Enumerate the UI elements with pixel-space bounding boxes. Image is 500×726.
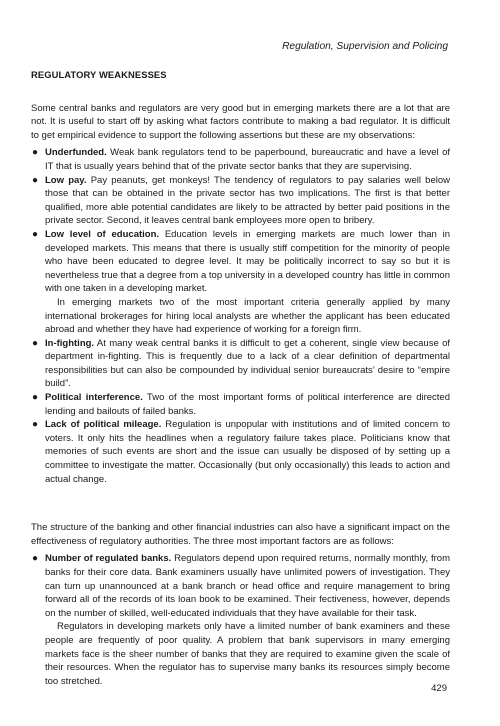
bullet-icon: ● <box>32 392 39 404</box>
list-item <box>31 337 450 391</box>
list-item-text: Education levels in emerging markets are much lower than in developed markets. This means that there is usually stiff competition for the minority of people who have been educated to degree level. It may be politically incorrect to say so but it is nevertheless true that a degree from a top university in a developed country has little in common with one taken in a developing market. <box>45 228 451 295</box>
list-item-text: Pay peanuts, get monkeys! The tendency of regulators to pay salaries well below those that can be obtained in the private sector has two implications. The first is that better qualified, more able potential candidates are likely to be attracted by better paid positions in the private sector. Second, it leaves central bank employees more open to bribery. <box>45 174 450 227</box>
list-item-text: At many weak central banks it is difficult to get a coherent, single view because of department in-fighting. This is frequently due to a lack of a clear definition of departmental responsibilities but can also be compounded by individual senior bureaucrats’ desire to “empire build”. <box>45 337 450 390</box>
factors-list <box>31 552 450 620</box>
running-head: Regulation, Supervision and Policing <box>282 41 448 52</box>
education-followup-paragraph: In emerging markets two of the most important criteria generally applied by many international brokerages for hiring local analysts are whether the applicant has been educated abroad and whether they have had experience of working for a foreign firm. <box>45 296 450 336</box>
list-item-term: Political interference. <box>45 392 143 404</box>
list-item <box>31 552 450 620</box>
list-item <box>31 228 450 296</box>
bullet-icon: ● <box>32 337 39 349</box>
list-item-text: Regulators depend upon required returns, normally monthly, from banks for their core data. Bank examiners usually have unlimited powers of investigation. They can turn up unannounced at a bank branch or head office and require management to bring forward all of the records of its loan book to be examined. Their fectiveness, however, depends on the number of skilled, well-educated individuals that they have available for their task. <box>45 553 450 619</box>
page-number: 429 <box>431 683 447 694</box>
list-item-term: Number of regulated banks. <box>45 553 172 565</box>
list-item-term: In-fighting. <box>45 337 95 349</box>
intro-paragraph: Some central banks and regulators are very good but in emerging markets there are a lot that are not. It is useful to start off by asking what factors contribute to making a bad regulator. It is difficult to get empirical evidence to support the following assertions but these are my observations: <box>31 102 450 141</box>
factors-followup-paragraph: Regulators in developing markets only have a limited number of bank examiners and these people are frequently of poor quality. A problem that bank supervisors in many emerging markets face is the sheer number of banks that they are required to examine given the scale of their resources. When the regulator has to supervise many banks its resources simply become too stretched. <box>45 621 450 687</box>
bullet-icon: ● <box>32 553 39 565</box>
weaknesses-list-continued <box>31 337 450 487</box>
structure-intro-paragraph: The structure of the banking and other financial industries can also have a significant impact on the effectiveness of regulatory authorities. The three most important factors are as follows: <box>31 522 450 547</box>
list-item <box>31 174 450 228</box>
list-item-term: Low pay. <box>45 174 87 186</box>
list-item <box>31 146 450 173</box>
list-item <box>31 418 450 486</box>
bullet-icon: ● <box>32 419 39 431</box>
bullet-icon: ● <box>32 147 39 159</box>
bullet-icon: ● <box>32 228 39 240</box>
list-item <box>31 391 450 418</box>
list-item-term: Lack of political mileage. <box>45 419 162 431</box>
page-content <box>31 68 450 688</box>
list-item-term: Low level of education. <box>45 228 160 240</box>
bullet-icon: ● <box>32 174 39 186</box>
list-item-term: Underfunded. <box>45 147 107 159</box>
weaknesses-list <box>31 146 450 296</box>
list-item-text: Regulation is unpopular with institutions and of limited concern to voters. It only hits the headlines when a regulatory failure takes place. Politicians know that memories of such events are short and the issue can usually be disposed of by setting up a committee to investigate the matter. Occasionally (but only occasionally) this leads to action and actual change. <box>45 419 450 485</box>
list-item-text: Weak bank regulators tend to be paperbound, bureaucratic and have a level of IT that is usually years behind that of the private sector banks that they are supervising. <box>45 147 450 172</box>
section-heading: REGULATORY WEAKNESSES <box>31 69 167 80</box>
list-item-text: Two of the most important forms of political interference are directed lending and bailouts of failed banks. <box>45 392 450 417</box>
